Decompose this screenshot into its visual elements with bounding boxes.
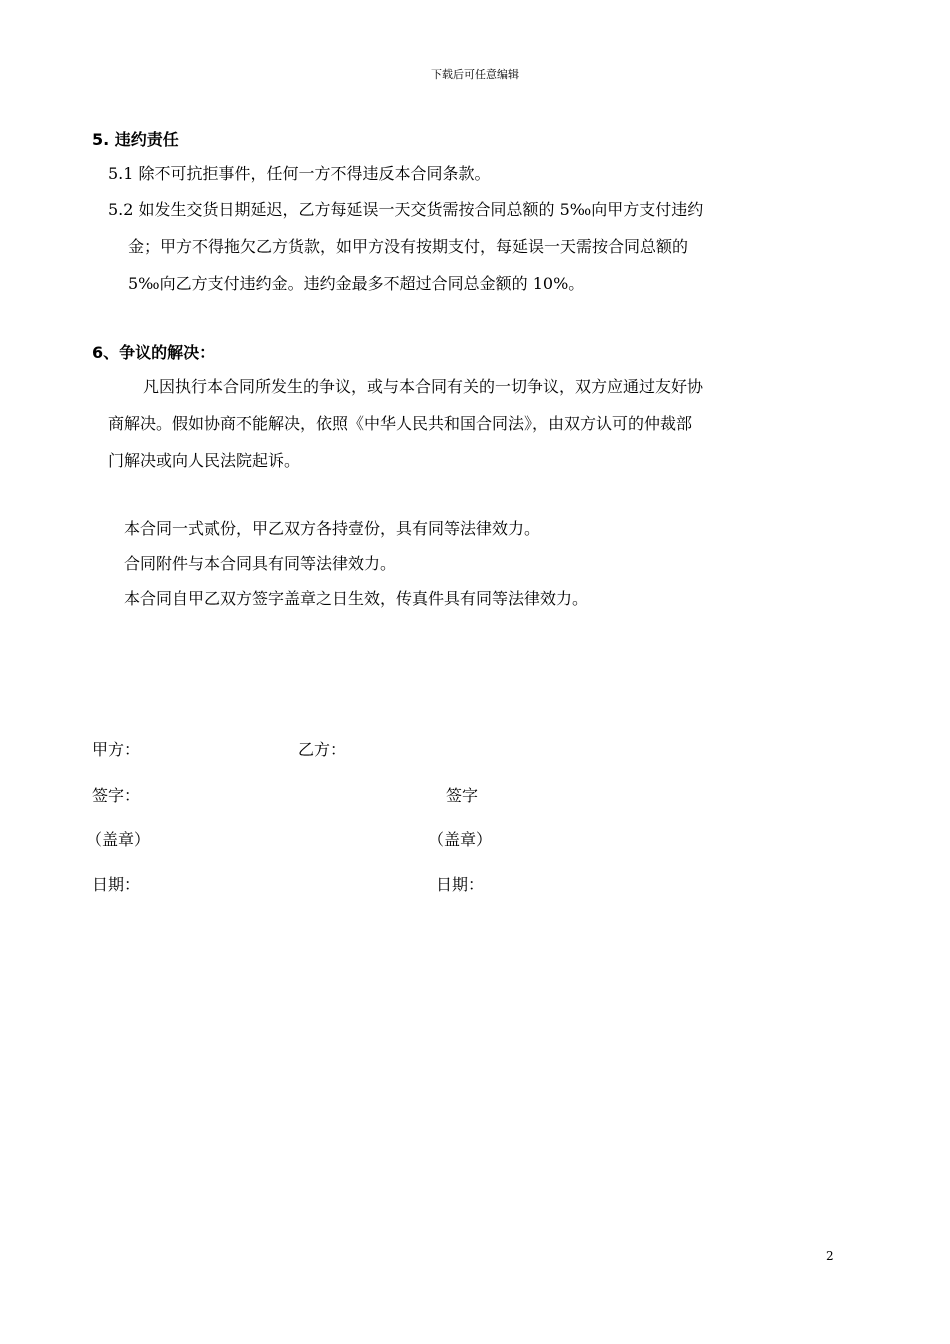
section-6-line-1: 凡因执行本合同所发生的争议，或与本合同有关的一切争议，双方应通过友好协	[143, 377, 704, 396]
party-a-date-label: 日期：	[92, 875, 141, 894]
party-b-date-label: 日期：	[436, 875, 485, 894]
clause-5-2-line-3: 5‰向乙方支付违约金。违约金最多不超过合同总金额的 10%。	[128, 274, 585, 293]
clause-5-2-line-1: 5.2 如发生交货日期延迟，乙方每延误一天交货需按合同总额的 5‰向甲方支付违约	[108, 200, 704, 219]
section-6-title: 6、争议的解决：	[92, 343, 216, 362]
closing-line-2: 合同附件与本合同具有同等法律效力。	[124, 554, 397, 573]
party-b-signature-label: 签字	[446, 786, 479, 805]
section-5-title: 5. 违约责任	[92, 130, 179, 149]
party-a-signature-label: 签字：	[92, 786, 141, 805]
party-b-seal-label: （盖章）	[428, 830, 493, 849]
clause-5-1: 5.1 除不可抗拒事件，任何一方不得违反本合同条款。	[108, 164, 491, 183]
closing-line-1: 本合同一式贰份，甲乙双方各持壹份，具有同等法律效力。	[124, 519, 541, 538]
closing-line-3: 本合同自甲乙双方签字盖章之日生效，传真件具有同等法律效力。	[124, 589, 589, 608]
party-a-label: 甲方：	[92, 740, 141, 759]
section-6-line-3: 门解决或向人民法院起诉。	[108, 451, 301, 470]
page-number: 2	[826, 1249, 834, 1263]
clause-5-2-line-2: 金；甲方不得拖欠乙方货款，如甲方没有按期支付，每延误一天需按合同总额的	[128, 237, 689, 256]
section-6-line-2: 商解决。假如协商不能解决，依照《中华人民共和国合同法》，由双方认可的仲裁部	[108, 414, 693, 433]
page-header: 下载后可任意编辑	[431, 68, 519, 81]
party-a-seal-label: （盖章）	[86, 830, 151, 849]
party-b-label: 乙方：	[298, 740, 347, 759]
